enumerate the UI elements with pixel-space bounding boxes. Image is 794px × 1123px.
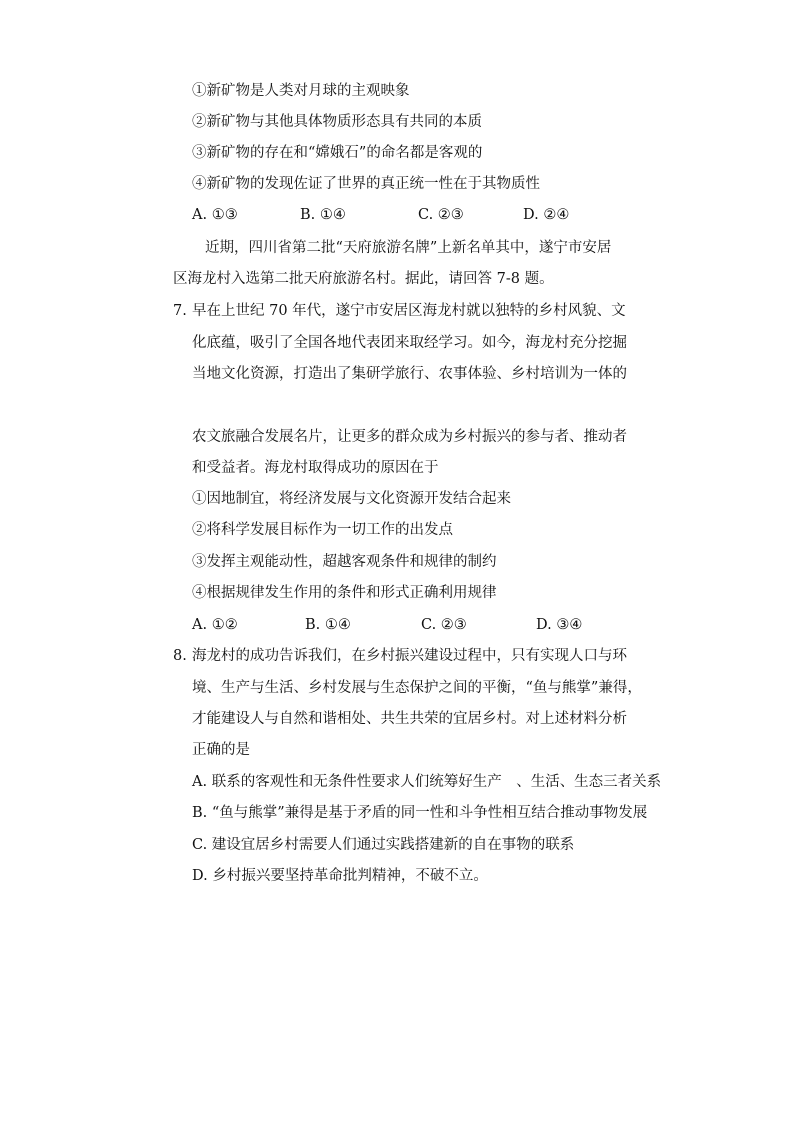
q8-number: 8. [173,648,187,664]
q6-option-b: B. ①④ [300,207,346,223]
q6-option-d: D. ②④ [523,207,570,223]
q7-statement-2: ②将科学发展目标作为一切工作的出发点 [192,522,453,538]
intro-line-2: 区海龙村入选第二批天府旅游名村。据此，请回答 7-8 题。 [173,271,554,287]
q8-option-a: A. 联系的客观性和无条件性要求人们统筹好生产 、生活、生态三者关系 [192,774,662,790]
q7-line-1: 早在上世纪 70 年代，遂宁市安居区海龙村就以独特的乡村风貌、文 [192,303,626,319]
q7-line-5: 和受益者。海龙村取得成功的原因在于 [192,460,439,476]
q8-line-1: 海龙村的成功告诉我们，在乡村振兴建设过程中，只有实现人口与环 [192,648,627,664]
q7-option-a: A. ①② [192,617,238,633]
q7-statement-1: ①因地制宜，将经济发展与文化资源开发结合起来 [192,491,511,507]
q7-line-2: 化底蕴，吸引了全国各地代表团来取经学习。如今，海龙村充分挖掘 [192,335,627,351]
q8-line-4: 正确的是 [192,742,250,758]
q6-statement-1: ①新矿物是人类对月球的主观映象 [192,83,410,99]
q7-line-4: 农文旅融合发展名片，让更多的群众成为乡村振兴的参与者、推动者 [192,429,627,445]
q8-line-2: 境、生产与生活、乡村发展与生态保护之间的平衡，“鱼与熊掌”兼得， [192,680,642,696]
q7-option-b: B. ①④ [305,617,351,633]
q8-option-c: C. 建设宜居乡村需要人们通过实践搭建新的自在事物的联系 [192,837,575,853]
q6-option-c: C. ②③ [418,207,464,223]
q7-option-d: D. ③④ [536,617,583,633]
q6-option-a: A. ①③ [192,207,238,223]
q8-option-d: D. 乡村振兴要坚持革命批判精神，不破不立。 [192,868,488,884]
q7-number: 7. [173,303,187,319]
intro-line-1: 近期，四川省第二批“天府旅游名牌”上新名单其中，遂宁市安居 [205,240,612,256]
q6-statement-3: ③新矿物的存在和“嫦娥石”的命名都是客观的 [192,145,483,161]
q8-line-3: 才能建设人与自然和谐相处、共生共荣的宜居乡村。对上述材料分析 [192,711,627,727]
q7-option-c: C. ②③ [421,617,467,633]
q7-statement-3: ③发挥主观能动性，超越客观条件和规律的制约 [192,554,497,570]
q8-option-b: B. “鱼与熊掌”兼得是基于矛盾的同一性和斗争性相互结合推动事物发展 [192,805,648,821]
q7-line-3: 当地文化资源，打造出了集研学旅行、农事体验、乡村培训为一体的 [192,366,627,382]
q6-statement-4: ④新矿物的发现佐证了世界的真正统一性在于其物质性 [192,176,540,192]
q6-statement-2: ②新矿物与其他具体物质形态具有共同的本质 [192,114,482,130]
q7-statement-4: ④根据规律发生作用的条件和形式正确利用规律 [192,585,497,601]
